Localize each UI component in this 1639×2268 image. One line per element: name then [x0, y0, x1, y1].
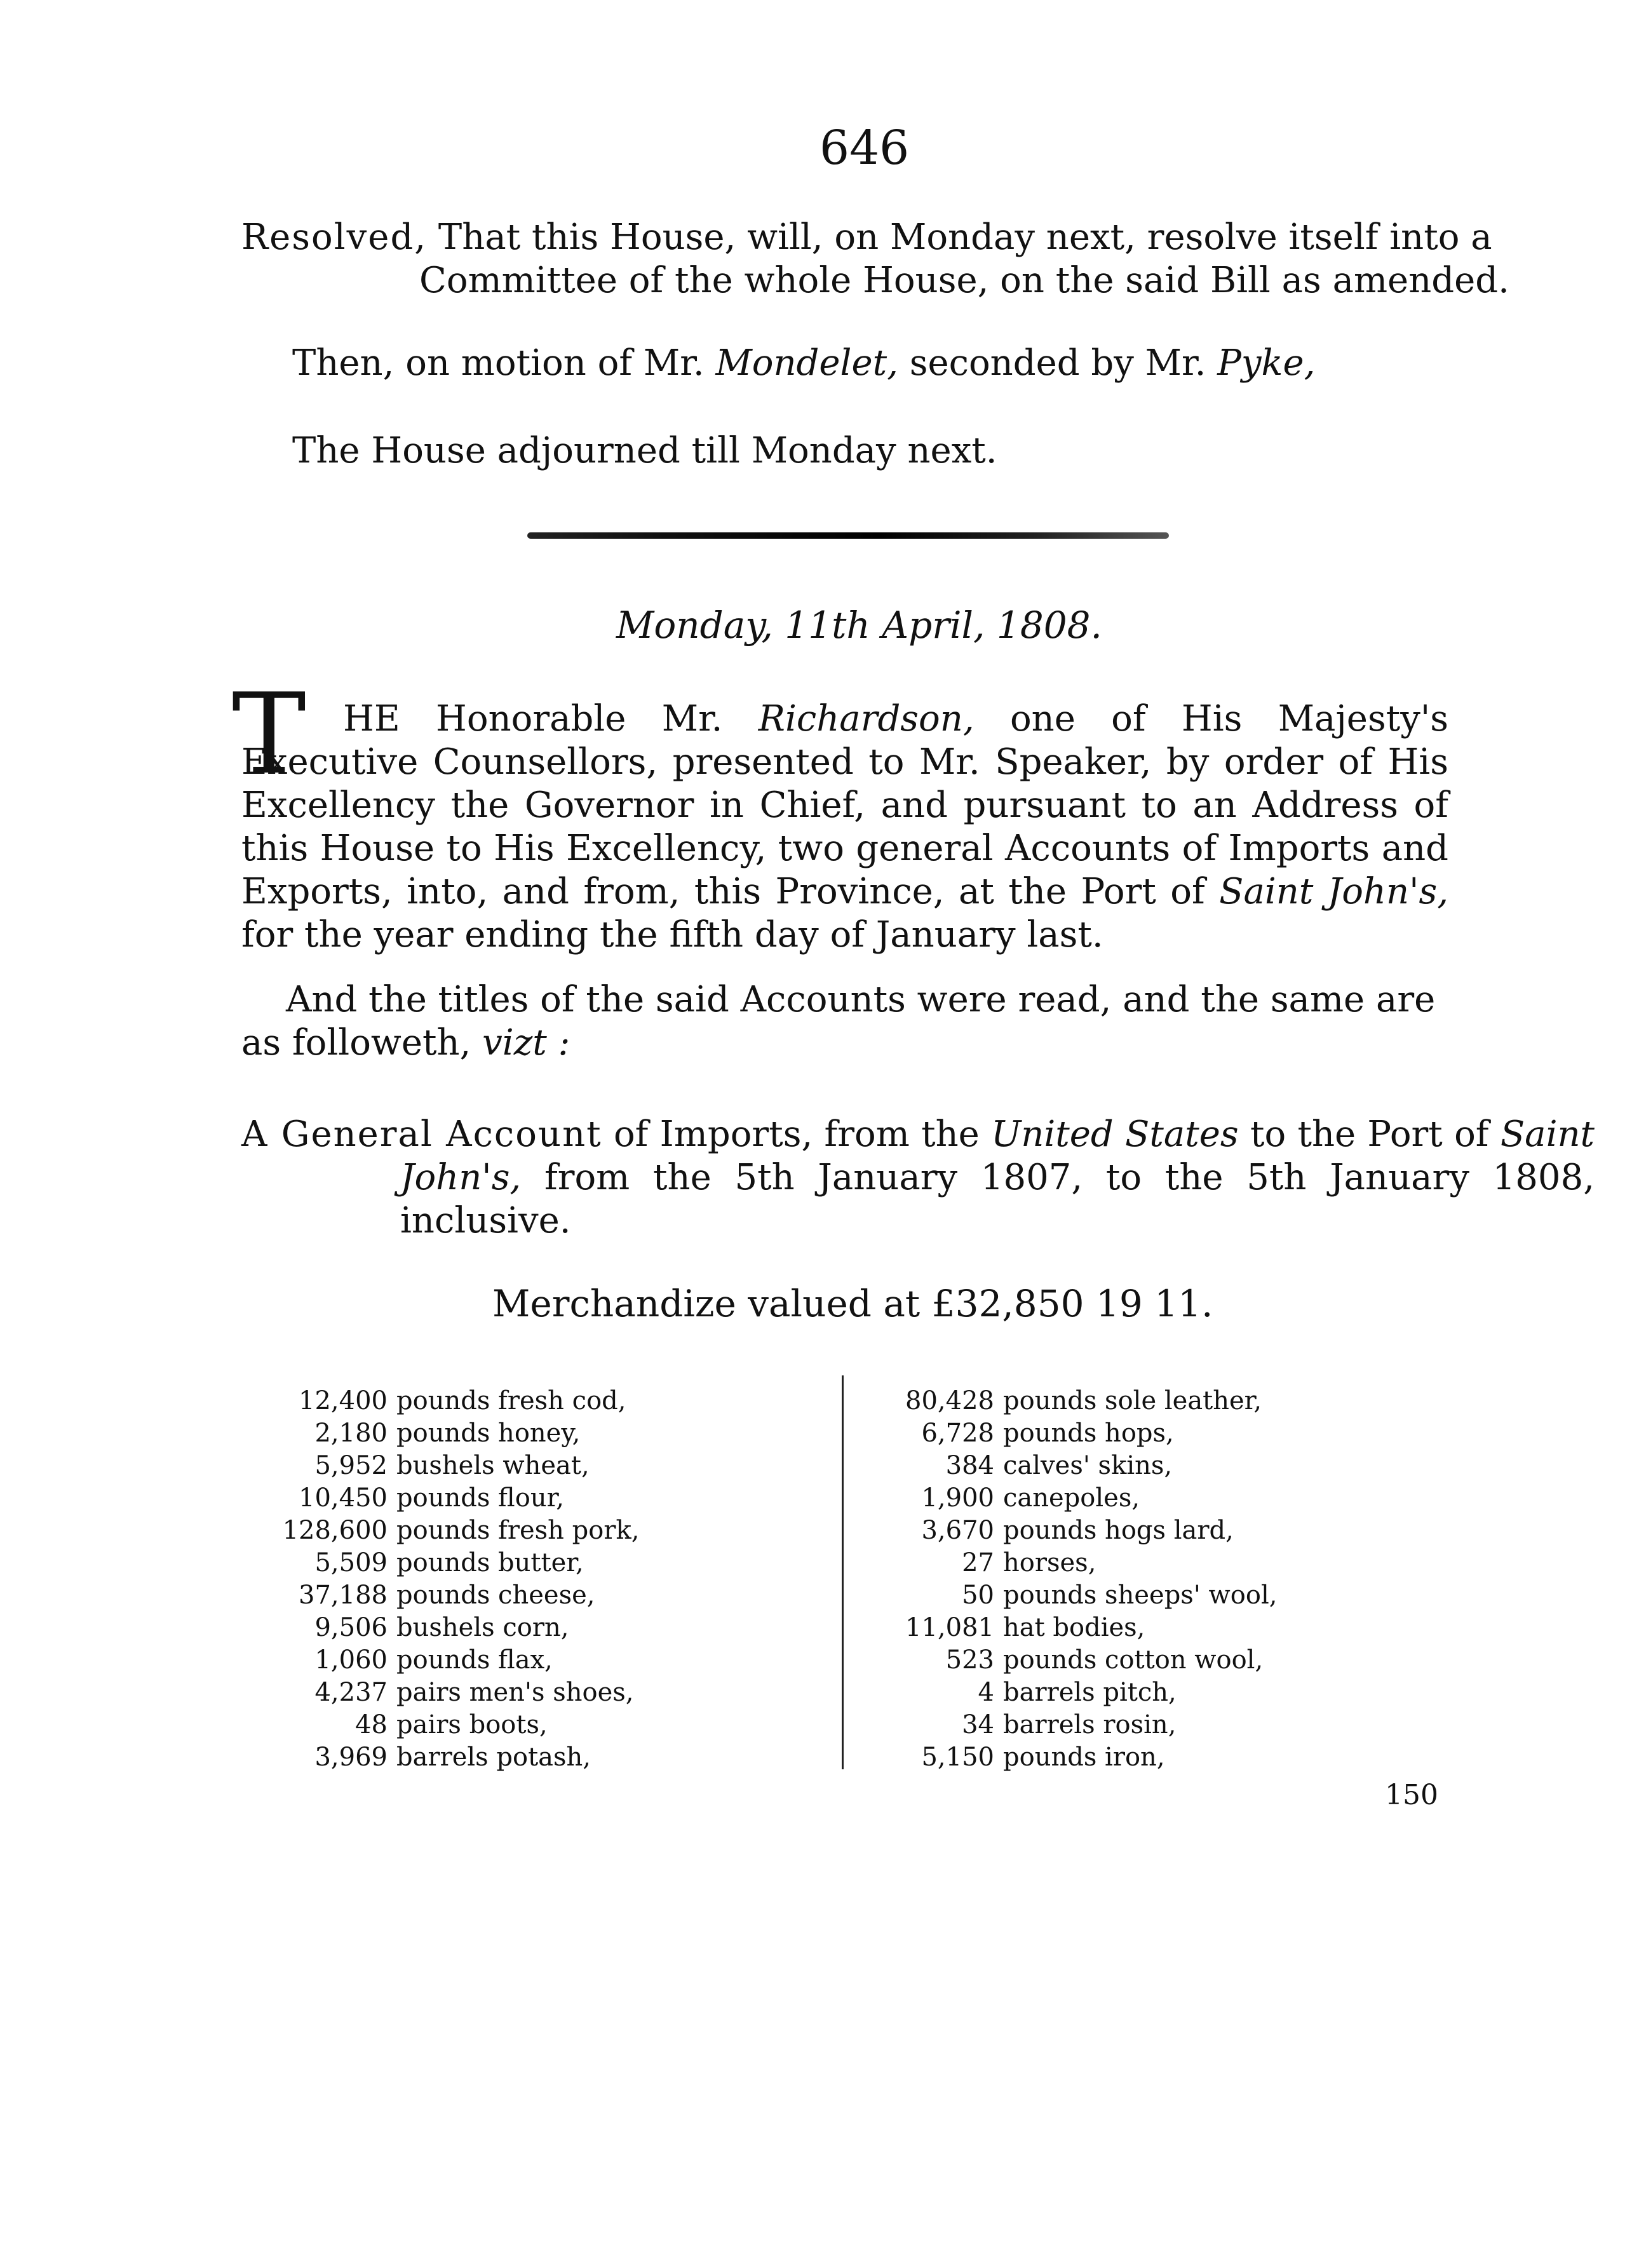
- list-item: [254, 1709, 639, 1741]
- item-description: barrels rosin,: [1003, 1710, 1177, 1739]
- item-quantity: 6,728: [921, 1419, 994, 1448]
- item-quantity: 12,400: [299, 1386, 388, 1415]
- item-quantity: 5,150: [921, 1743, 994, 1772]
- presentation-text1: one of His Majesty's Executive Counsellors, presented to Mr. Speaker, by order of His Excellency the Governor in Chief, and pursuant to an Address of this House to His Excellency, two general Accounts of Imports and Exports, into, and from, this Province, at the Port of: [241, 698, 1448, 912]
- item-quantity: 4: [978, 1678, 994, 1707]
- general-account-place: Saint John's,: [400, 1114, 1595, 1198]
- item-quantity: 3,969: [314, 1743, 388, 1772]
- item-quantity: 128,600: [282, 1516, 388, 1545]
- item-quantity: 37,188: [299, 1581, 388, 1610]
- list-item: [254, 1612, 639, 1644]
- item-description: pounds flax,: [396, 1645, 553, 1675]
- item-quantity: 5,509: [314, 1548, 388, 1577]
- item-quantity: 2,180: [314, 1419, 388, 1448]
- list-item: [254, 1644, 639, 1677]
- general-account-post: from the 5th January 1807, to the 5th January 1808, inclusive.: [400, 1157, 1595, 1241]
- item-quantity: 80,428: [905, 1386, 994, 1415]
- presentation-text2: for the year ending the fifth day of January last.: [241, 914, 1103, 955]
- list-item: [886, 1612, 1277, 1644]
- motion-pre: Then, on motion of Mr.: [292, 342, 705, 384]
- item-description: bushels wheat,: [396, 1451, 590, 1480]
- item-quantity: 1,060: [314, 1645, 388, 1675]
- item-quantity: 5,952: [314, 1451, 388, 1480]
- item-description: pounds sole leather,: [1003, 1386, 1262, 1415]
- imports-list-left: [254, 1385, 639, 1774]
- list-item: [886, 1482, 1277, 1515]
- item-description: hat bodies,: [1003, 1613, 1145, 1642]
- page-number: 646: [820, 121, 910, 175]
- merchandize-value: Merchandize valued at £32,850 19 11.: [492, 1282, 1213, 1325]
- list-item: [886, 1644, 1277, 1677]
- general-account-lead: A General Account: [241, 1114, 602, 1155]
- item-description: pounds iron,: [1003, 1743, 1165, 1772]
- item-description: pounds fresh pork,: [396, 1516, 640, 1545]
- presentation-name: Richardson,: [758, 698, 975, 739]
- list-item: [254, 1482, 639, 1515]
- general-account-mid: to the Port of: [1250, 1114, 1489, 1155]
- item-quantity: 11,081: [905, 1613, 994, 1642]
- session-date: Monday, 11th April, 1808.: [616, 604, 1102, 647]
- list-item: [886, 1709, 1277, 1741]
- list-item: [886, 1515, 1277, 1547]
- list-item: [254, 1450, 639, 1482]
- item-quantity: 48: [355, 1710, 388, 1739]
- titles-text: And the titles of the said Accounts were read, and the same are as followeth,: [241, 979, 1436, 1063]
- item-description: pounds hops,: [1003, 1419, 1174, 1448]
- item-quantity: 27: [962, 1548, 994, 1577]
- resolved-lead: Resolved,: [241, 217, 428, 258]
- titles-paragraph: [241, 978, 1448, 1065]
- motion-mid: seconded by Mr.: [909, 342, 1206, 384]
- item-description: pounds cheese,: [396, 1581, 595, 1610]
- general-account-pre: of Imports, from the: [613, 1114, 980, 1155]
- general-account-us: United States: [991, 1114, 1239, 1155]
- motion-seconder: Pyke,: [1217, 342, 1316, 384]
- item-description: bushels corn,: [396, 1613, 569, 1642]
- item-description: pounds flour,: [396, 1483, 565, 1513]
- list-item: [254, 1417, 639, 1450]
- list-item: [886, 1450, 1277, 1482]
- list-item: [886, 1741, 1277, 1774]
- item-quantity: 384: [945, 1451, 994, 1480]
- item-description: pairs men's shoes,: [396, 1678, 634, 1707]
- list-item: [254, 1741, 639, 1774]
- list-item: [254, 1515, 639, 1547]
- item-description: pounds hogs lard,: [1003, 1516, 1234, 1545]
- item-description: canepoles,: [1003, 1483, 1140, 1513]
- item-description: pounds fresh cod,: [396, 1386, 626, 1415]
- section-rule: [527, 532, 1169, 539]
- item-quantity: 3,670: [921, 1516, 994, 1545]
- resolved-paragraph: [241, 216, 1639, 302]
- list-item: [886, 1547, 1277, 1579]
- item-description: barrels potash,: [396, 1743, 591, 1772]
- item-description: pounds cotton wool,: [1003, 1645, 1264, 1675]
- list-item: [254, 1677, 639, 1709]
- list-item: [254, 1579, 639, 1612]
- signature-mark: 150: [1385, 1779, 1438, 1811]
- item-description: pounds sheeps' wool,: [1003, 1581, 1278, 1610]
- list-item: [886, 1579, 1277, 1612]
- imports-list-right: [886, 1385, 1277, 1774]
- motion-line: [292, 342, 1315, 385]
- item-quantity: 10,450: [299, 1483, 388, 1513]
- item-quantity: 50: [962, 1581, 994, 1610]
- item-quantity: 9,506: [314, 1613, 388, 1642]
- item-quantity: 523: [945, 1645, 994, 1675]
- column-divider: [842, 1375, 844, 1769]
- item-quantity: 4,237: [314, 1678, 388, 1707]
- item-description: pounds butter,: [396, 1548, 584, 1577]
- drop-cap: T: [232, 670, 306, 799]
- presentation-pre: HE Honorable Mr.: [343, 698, 723, 739]
- motion-mover: Mondelet,: [715, 342, 898, 384]
- general-account-paragraph: [241, 1113, 1595, 1243]
- adjourned-line: The House adjourned till Monday next.: [292, 430, 997, 471]
- list-item: [254, 1547, 639, 1579]
- item-quantity: 1,900: [921, 1483, 994, 1513]
- item-description: calves' skins,: [1003, 1451, 1173, 1480]
- list-item: [254, 1385, 639, 1417]
- list-item: [886, 1417, 1277, 1450]
- item-description: horses,: [1003, 1548, 1096, 1577]
- list-item: [886, 1385, 1277, 1417]
- resolved-text: That this House, will, on Monday next, resolve itself into a Committee of the whole House, on the said Bill as amended.: [419, 217, 1509, 301]
- titles-vizt: vizt :: [482, 1022, 570, 1063]
- item-description: barrels pitch,: [1003, 1678, 1177, 1707]
- presentation-place: Saint John's,: [1219, 871, 1448, 912]
- presentation-paragraph: [241, 698, 1448, 957]
- item-description: pairs boots,: [396, 1710, 548, 1739]
- item-description: pounds honey,: [396, 1419, 581, 1448]
- item-quantity: 34: [962, 1710, 994, 1739]
- list-item: [886, 1677, 1277, 1709]
